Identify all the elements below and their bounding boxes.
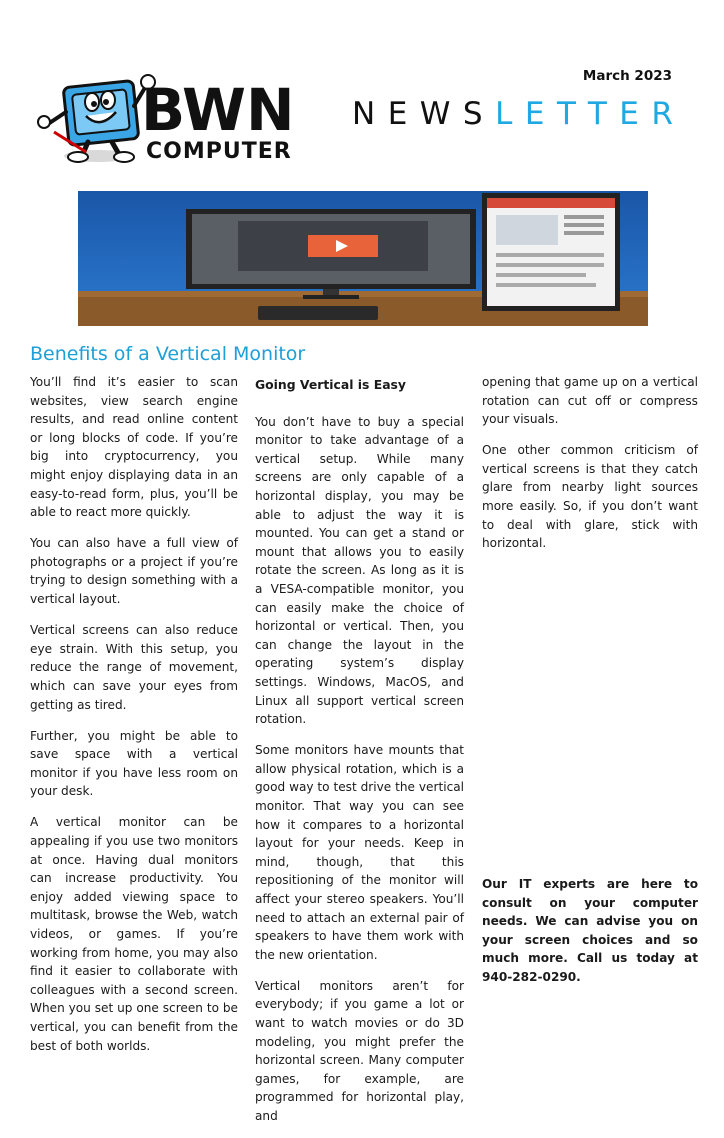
dual-monitor-desk-illustration (78, 191, 648, 326)
newsletter-title-part2: LETTER (495, 96, 686, 132)
paragraph: Further, you might be able to save space with a vertical monitor if you have less room on your desk. (30, 728, 238, 799)
article-headline: Benefits of a Vertical Monitor (30, 343, 306, 365)
paragraph: One other common criticism of vertical screens is that they catch glare from nearby light sources more easily. So, if you don’t want to deal with glare, stick with horizontal. (482, 443, 698, 551)
paragraph: Vertical monitors aren’t for everybody; if you game a lot or want to watch movies or do 3D modeling, you might prefer the horizontal screen. Many computer games, for example, are programmed for horizontal play, and (255, 978, 464, 1123)
mascot-icon (38, 75, 155, 162)
newsletter-title-part1: NEWS (352, 96, 496, 132)
paragraph: opening that game up on a vertical rotation can cut off or compress your visuals. (482, 375, 698, 427)
paragraph: Some monitors have mounts that allow physical rotation, which is a good way to test drive the vertical monitor. That way you can see how it compares to a horizontal layout for your needs. Keep in mind, though, that this repositioning of the monitor will affect your stereo speakers. You’ll need to attach an external pair of speakers to have them work with the new orientation. (255, 743, 464, 962)
newsletter-title (352, 96, 685, 132)
paragraph: You’ll find it’s easier to scan websites, view search engine results, and read online content or long blocks of code. If you’re big into cryptocurrency, you might enjoy displaying data in an easy-to-read form, plus, you’ll be able to react more quickly. (30, 375, 238, 520)
logo-subtext: COMPUTER (146, 139, 292, 164)
paragraph: A vertical monitor can be appealing if you use two monitors at once. Having dual monitors can increase productivity. You enjoy added viewing space to multitask, browse the Web, watch videos, or games. If you’re working from home, you may also find it easier to collaborate with colleagues with a second screen. When you set up one screen to be vertical, you can benefit from the best of both worlds. (30, 815, 238, 1053)
paragraph: You don’t have to buy a special monitor to take advantage of a vertical setup. While many screens are only capable of a horizontal display, you may be able to adjust the way it is mounted. You can get a stand or mount that allows you to easily rotate the screen. As long as it is a VESA-compatible monitor, you can easily make the choice of horizontal or vertical. Then, you can change the layout in the operating system’s display settings. Windows, MacOS, and Linux all support vertical screen rotation. (255, 414, 464, 727)
logo-text: BWN (141, 76, 295, 144)
paragraph: You can also have a full view of photographs or a project if you’re trying to design something with a vertical layout. (30, 536, 238, 607)
paragraph: Vertical screens can also reduce eye strain. With this setup, you reduce the range of movement, which can save your eyes from getting as tired. (30, 623, 238, 712)
article-column-1 (30, 373, 238, 1068)
contact-callout: Our IT experts are here to consult on your computer needs. We can advise you on your screen choices and so much more. Call us today at 940-282-0290. (482, 877, 698, 984)
bwn-computer-logo (36, 66, 298, 166)
section-subhead: Going Vertical is Easy (255, 377, 407, 392)
article-column-2 (255, 373, 464, 1138)
issue-date: March 2023 (582, 68, 672, 84)
article-column-3 (482, 373, 698, 565)
